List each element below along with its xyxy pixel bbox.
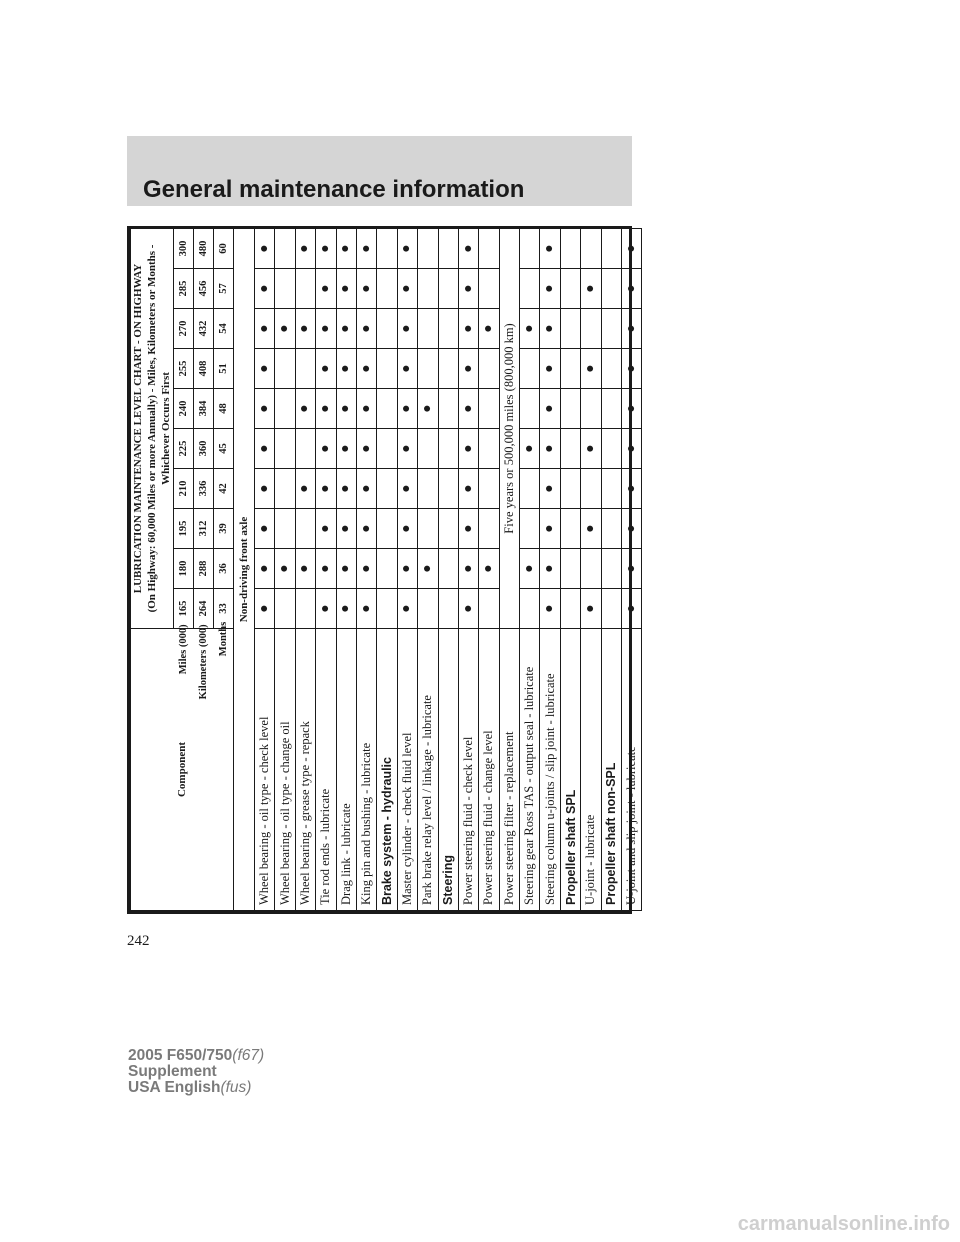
service-dot: ●	[622, 589, 642, 629]
service-dot: ●	[622, 228, 642, 268]
service-dot: ●	[316, 309, 336, 349]
empty-cell	[581, 389, 601, 429]
service-dot: ●	[622, 509, 642, 549]
service-dot: ●	[356, 469, 376, 509]
interval-note: Five years or 500,000 miles (800,000 km)	[499, 228, 519, 628]
months-value-45: 45	[214, 429, 234, 469]
empty-cell	[438, 549, 458, 589]
table-row	[499, 228, 519, 910]
empty-cell	[377, 269, 397, 309]
service-dot: ●	[255, 269, 275, 309]
service-dot: ●	[316, 429, 336, 469]
chart-title-row	[131, 228, 174, 910]
service-dot: ●	[295, 549, 315, 589]
section-label: Propeller shaft non-SPL	[601, 629, 621, 911]
footer-language: USA English	[128, 1079, 221, 1096]
service-dot: ●	[295, 389, 315, 429]
service-dot: ●	[397, 228, 417, 268]
empty-cell	[275, 349, 295, 389]
empty-cell	[275, 469, 295, 509]
service-dot: ●	[458, 269, 478, 309]
service-dot: ●	[418, 389, 438, 429]
empty-cell	[601, 269, 621, 309]
table-row	[601, 228, 621, 910]
service-dot: ●	[255, 509, 275, 549]
empty-cell	[560, 269, 580, 309]
service-dot: ●	[356, 228, 376, 268]
table-row	[295, 228, 315, 910]
empty-cell	[601, 429, 621, 469]
empty-cell	[479, 509, 499, 549]
service-dot: ●	[581, 589, 601, 629]
component-label: Power steering fluid - change level	[479, 629, 499, 911]
miles-value-285: 285	[174, 269, 194, 309]
empty-cell	[560, 549, 580, 589]
empty-cell	[377, 469, 397, 509]
empty-cell	[601, 589, 621, 629]
section-label: Propeller shaft SPL	[560, 629, 580, 911]
empty-cell	[418, 469, 438, 509]
empty-cell	[601, 228, 621, 268]
lubrication-table	[130, 228, 642, 911]
empty-cell	[275, 269, 295, 309]
section-title: General maintenance information	[143, 176, 525, 203]
service-dot: ●	[622, 389, 642, 429]
chart-title	[131, 228, 174, 628]
months-value-60: 60	[214, 228, 234, 268]
service-dot: ●	[540, 509, 560, 549]
service-dot: ●	[336, 309, 356, 349]
table-row	[356, 228, 376, 910]
component-label: King pin and bushing - lubricate	[356, 629, 376, 911]
service-dot: ●	[397, 309, 417, 349]
months-value-54: 54	[214, 309, 234, 349]
page-number: 242	[127, 933, 150, 949]
empty-cell	[520, 589, 540, 629]
empty-cell	[560, 228, 580, 268]
component-label: U-joint and slip joint - lubricate	[622, 629, 642, 911]
empty-cell	[377, 309, 397, 349]
service-dot: ●	[356, 509, 376, 549]
empty-cell	[377, 429, 397, 469]
months-value-42: 42	[214, 469, 234, 509]
table-row	[316, 228, 336, 910]
miles-value-165: Miles (000) 165	[174, 589, 194, 629]
table-row	[540, 228, 560, 910]
months-value-39: 39	[214, 509, 234, 549]
service-dot: ●	[255, 589, 275, 629]
service-dot: ●	[356, 349, 376, 389]
service-dot: ●	[520, 549, 540, 589]
service-dot: ●	[316, 349, 336, 389]
empty-cell	[581, 228, 601, 268]
service-dot: ●	[336, 589, 356, 629]
service-dot: ●	[418, 549, 438, 589]
component-label: Tie rod ends - lubricate	[316, 629, 336, 911]
component-header: Component	[131, 629, 234, 911]
service-dot: ●	[356, 429, 376, 469]
service-dot: ●	[316, 228, 336, 268]
service-dot: ●	[397, 509, 417, 549]
empty-cell	[418, 309, 438, 349]
footer-language-code: (fus)	[220, 1079, 252, 1096]
empty-cell	[479, 228, 499, 268]
months-value-48: 48	[214, 389, 234, 429]
empty-cell	[438, 309, 458, 349]
service-dot: ●	[520, 429, 540, 469]
service-dot: ●	[581, 269, 601, 309]
service-dot: ●	[397, 269, 417, 309]
empty-cell	[377, 509, 397, 549]
service-dot: ●	[255, 228, 275, 268]
component-label: Power steering filter - replacement	[499, 629, 519, 911]
component-label: Power steering fluid - check level	[458, 629, 478, 911]
service-dot: ●	[255, 309, 275, 349]
rotated-table-wrapper	[130, 229, 639, 911]
service-dot: ●	[336, 269, 356, 309]
empty-cell	[295, 269, 315, 309]
miles-value-195: 195	[174, 509, 194, 549]
service-dot: ●	[540, 309, 560, 349]
km-value-264: Kilometers (000) 264	[194, 589, 214, 629]
service-dot: ●	[255, 389, 275, 429]
empty-cell	[438, 429, 458, 469]
service-dot: ●	[540, 228, 560, 268]
service-dot: ●	[458, 389, 478, 429]
empty-cell	[295, 589, 315, 629]
empty-cell	[275, 389, 295, 429]
service-dot: ●	[316, 549, 336, 589]
empty-cell	[560, 509, 580, 549]
empty-cell	[295, 429, 315, 469]
service-dot: ●	[336, 429, 356, 469]
component-label: Steering gear Ross TAS - output seal - lubricate	[520, 629, 540, 911]
service-dot: ●	[356, 589, 376, 629]
empty-cell	[601, 509, 621, 549]
section-label: Steering	[438, 629, 458, 911]
service-dot: ●	[397, 549, 417, 589]
empty-cell	[438, 228, 458, 268]
empty-cell	[601, 389, 621, 429]
watermark: carmanualsonline.info	[737, 1213, 950, 1235]
empty-cell	[601, 469, 621, 509]
service-dot: ●	[356, 269, 376, 309]
table-row	[438, 228, 458, 910]
service-dot: ●	[316, 509, 336, 549]
empty-cell	[377, 549, 397, 589]
service-dot: ●	[540, 349, 560, 389]
service-dot: ●	[356, 309, 376, 349]
km-value-432: 432	[194, 309, 214, 349]
section-non-driving-row	[234, 228, 255, 910]
service-dot: ●	[316, 469, 336, 509]
component-label: Steering column u-joints / slip joint - lubricate	[540, 629, 560, 911]
section-header	[127, 136, 632, 206]
miles-value-255: 255	[174, 349, 194, 389]
service-dot: ●	[336, 469, 356, 509]
empty-cell	[418, 228, 438, 268]
footer-model-code: (f67)	[232, 1047, 265, 1064]
service-dot: ●	[458, 589, 478, 629]
table-row	[255, 228, 275, 910]
service-dot: ●	[479, 309, 499, 349]
component-label: Wheel bearing - grease type - repack	[295, 629, 315, 911]
empty-cell	[520, 349, 540, 389]
service-dot: ●	[336, 389, 356, 429]
table-row	[560, 228, 580, 910]
empty-cell	[438, 389, 458, 429]
table-row	[520, 228, 540, 910]
service-dot: ●	[540, 429, 560, 469]
km-value-360: 360	[194, 429, 214, 469]
km-value-480: 480	[194, 228, 214, 268]
service-dot: ●	[540, 469, 560, 509]
service-dot: ●	[397, 589, 417, 629]
empty-cell	[520, 469, 540, 509]
table-row	[397, 228, 417, 910]
empty-cell	[418, 269, 438, 309]
empty-cell	[601, 349, 621, 389]
service-dot: ●	[275, 309, 295, 349]
empty-cell	[520, 509, 540, 549]
chart-title-line1: LUBRICATION MAINTENANCE LEVEL CHART - ON HIGHWAY	[132, 263, 144, 594]
months-value-51: 51	[214, 349, 234, 389]
service-dot: ●	[255, 349, 275, 389]
service-dot: ●	[622, 469, 642, 509]
component-label: Master cylinder - check fluid level	[397, 629, 417, 911]
component-label: Wheel bearing - oil type - change oil	[275, 629, 295, 911]
months-value-57: 57	[214, 269, 234, 309]
service-dot: ●	[458, 509, 478, 549]
empty-cell	[418, 589, 438, 629]
table-row	[418, 228, 438, 910]
empty-cell	[520, 389, 540, 429]
miles-value-180: 180	[174, 549, 194, 589]
empty-cell	[418, 349, 438, 389]
empty-cell	[275, 228, 295, 268]
service-dot: ●	[540, 389, 560, 429]
empty-cell	[377, 349, 397, 389]
service-dot: ●	[255, 549, 275, 589]
empty-cell	[479, 269, 499, 309]
empty-cell	[377, 228, 397, 268]
empty-cell	[581, 549, 601, 589]
km-value-384: 384	[194, 389, 214, 429]
service-dot: ●	[295, 309, 315, 349]
service-dot: ●	[336, 228, 356, 268]
empty-cell	[438, 469, 458, 509]
empty-cell	[479, 469, 499, 509]
empty-cell	[520, 228, 540, 268]
service-dot: ●	[540, 589, 560, 629]
miles-value-240: 240	[174, 389, 194, 429]
empty-cell	[520, 269, 540, 309]
empty-cell	[418, 509, 438, 549]
miles-label: Miles (000)	[178, 624, 189, 675]
empty-cell	[479, 589, 499, 629]
empty-cell	[581, 309, 601, 349]
chart-title-line2: (On Highway: 60,000 Miles or more Annually) - Miles, Kilometers or Months - Whichever Occurs First	[146, 244, 172, 613]
service-dot: ●	[458, 228, 478, 268]
service-dot: ●	[295, 469, 315, 509]
empty-cell	[275, 589, 295, 629]
service-dot: ●	[622, 429, 642, 469]
km-value-336: 336	[194, 469, 214, 509]
section-non-driving: Non-driving front axle	[234, 228, 255, 910]
service-dot: ●	[622, 309, 642, 349]
empty-cell	[560, 589, 580, 629]
table-row	[377, 228, 397, 910]
section-label: Brake system - hydraulic	[377, 629, 397, 911]
table-row	[622, 228, 642, 910]
table-row	[458, 228, 478, 910]
empty-cell	[295, 349, 315, 389]
footer	[128, 1048, 264, 1096]
service-dot: ●	[622, 349, 642, 389]
empty-cell	[295, 509, 315, 549]
service-dot: ●	[458, 309, 478, 349]
service-dot: ●	[581, 349, 601, 389]
empty-cell	[438, 589, 458, 629]
component-label: Park brake relay level / linkage - lubricate	[418, 629, 438, 911]
table-row	[336, 228, 356, 910]
empty-cell	[377, 389, 397, 429]
service-dot: ●	[458, 549, 478, 589]
service-dot: ●	[255, 429, 275, 469]
service-dot: ●	[255, 469, 275, 509]
service-dot: ●	[479, 549, 499, 589]
months-value-33: Months 33	[214, 589, 234, 629]
months-value-36: 36	[214, 549, 234, 589]
footer-model: 2005 F650/750	[128, 1047, 233, 1064]
service-dot: ●	[316, 269, 336, 309]
service-dot: ●	[356, 549, 376, 589]
service-dot: ●	[622, 269, 642, 309]
service-dot: ●	[581, 429, 601, 469]
service-dot: ●	[458, 429, 478, 469]
service-dot: ●	[397, 389, 417, 429]
miles-value-270: 270	[174, 309, 194, 349]
component-label: U-joint - lubricate	[581, 629, 601, 911]
empty-cell	[479, 429, 499, 469]
km-label: Kilometers (000)	[198, 624, 209, 700]
service-dot: ●	[540, 269, 560, 309]
empty-cell	[601, 309, 621, 349]
table-row	[581, 228, 601, 910]
component-label: Wheel bearing - oil type - check level	[255, 629, 275, 911]
service-dot: ●	[397, 469, 417, 509]
empty-cell	[438, 509, 458, 549]
empty-cell	[560, 389, 580, 429]
service-dot: ●	[622, 549, 642, 589]
service-dot: ●	[356, 389, 376, 429]
table-row	[275, 228, 295, 910]
table-row	[479, 228, 499, 910]
empty-cell	[560, 469, 580, 509]
service-dot: ●	[540, 549, 560, 589]
service-dot: ●	[397, 429, 417, 469]
empty-cell	[275, 429, 295, 469]
km-value-288: 288	[194, 549, 214, 589]
empty-cell	[560, 309, 580, 349]
service-dot: ●	[295, 228, 315, 268]
empty-cell	[377, 589, 397, 629]
km-value-456: 456	[194, 269, 214, 309]
empty-cell	[560, 349, 580, 389]
service-dot: ●	[397, 349, 417, 389]
empty-cell	[479, 349, 499, 389]
service-dot: ●	[275, 549, 295, 589]
months-label: Months	[218, 621, 229, 657]
service-dot: ●	[520, 309, 540, 349]
empty-cell	[601, 549, 621, 589]
service-dot: ●	[336, 349, 356, 389]
service-dot: ●	[316, 589, 336, 629]
service-dot: ●	[458, 469, 478, 509]
service-dot: ●	[458, 349, 478, 389]
km-value-408: 408	[194, 349, 214, 389]
service-dot: ●	[336, 549, 356, 589]
empty-cell	[479, 389, 499, 429]
empty-cell	[581, 469, 601, 509]
miles-value-300: 300	[174, 228, 194, 268]
service-dot: ●	[316, 389, 336, 429]
empty-cell	[438, 269, 458, 309]
footer-supplement: Supplement	[128, 1063, 217, 1080]
miles-value-225: 225	[174, 429, 194, 469]
empty-cell	[275, 509, 295, 549]
service-dot: ●	[581, 509, 601, 549]
empty-cell	[438, 349, 458, 389]
empty-cell	[418, 429, 438, 469]
miles-value-210: 210	[174, 469, 194, 509]
lubrication-chart	[127, 226, 639, 914]
service-dot: ●	[336, 509, 356, 549]
empty-cell	[560, 429, 580, 469]
component-label: Drag link - lubricate	[336, 629, 356, 911]
km-value-312: 312	[194, 509, 214, 549]
